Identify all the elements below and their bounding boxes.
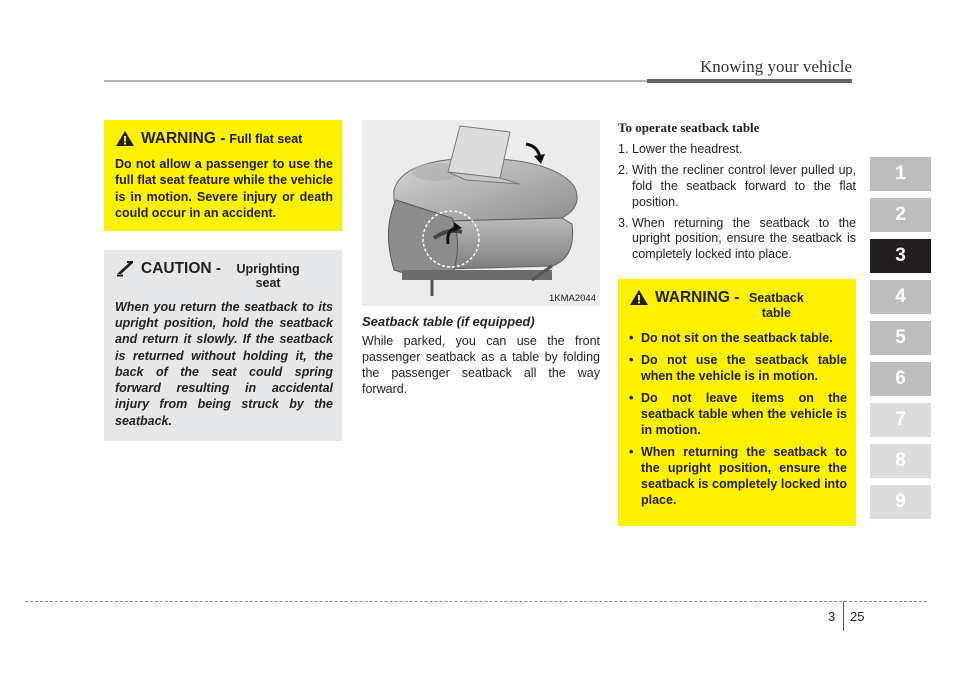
chapter-tab-2[interactable]: 2 [870,198,931,232]
list-item-text: Do not sit on the seatback table. [641,330,833,345]
caution-upright-header [115,260,333,291]
caution-upright-box [104,250,342,441]
caution-slash-icon [115,260,135,277]
chapter-tab-9[interactable]: 9 [870,485,931,519]
list-item-text: When returning the seatback to the upright position, ensure the seatback is completely locked into place. [641,444,847,507]
bullet-mark: • [629,352,634,367]
caution-label: CAUTION - [141,260,222,277]
figure-code: 1KMA2044 [548,293,596,304]
chapter-tabs [870,157,931,526]
chapter-tab-8[interactable]: 8 [870,444,931,478]
step-text: With the recliner control lever pulled up, fold the seatback forward to the flat position. [632,162,856,209]
seatback-table-text: While parked, you can use the front passenger seatback as a table by folding the passenger seatback all the way forward. [362,334,600,396]
warning-label: WARNING - [141,130,226,147]
header-rule [104,80,852,82]
list-item [629,352,847,384]
chapter-tab-7[interactable]: 7 [870,403,931,437]
warning-triangle-icon [115,130,135,147]
list-item-text: Do not leave items on the seatback table when the vehicle is in motion. [641,390,847,437]
list-item-text: Do not use the seatback table when the vehicle is in motion. [641,352,847,383]
step-text: Lower the headrest. [632,142,743,156]
list-item [629,330,847,346]
bullet-mark: • [629,390,634,405]
warning-seatback-table-box [618,279,856,526]
chapter-tab-1[interactable]: 1 [870,157,931,191]
bullet-mark: • [629,444,634,459]
seat-illustration [362,120,600,306]
warning-triangle-icon [629,289,649,306]
header-title: Knowing your vehicle [699,57,852,76]
warning-full-flat-text: Do not allow a passenger to use the full flat seat feature while the vehicle is in motion. Severe injury or death could occur in an accident. [115,157,333,220]
step-item [618,142,856,158]
step-number: 1. [618,142,629,156]
step-text: When returning the seatback to the upright position, ensure the seatback is completely locked into place. [632,215,856,262]
middle-column [362,120,600,397]
seatback-table-title: Seatback table (if equipped) [362,314,535,329]
caution-subject: Uprighting seat [236,262,300,291]
left-column [104,120,342,441]
chapter-tab-3[interactable]: 3 [870,239,931,273]
right-column [618,120,856,526]
chapter-tab-6[interactable]: 6 [870,362,931,396]
page-number-separator [843,601,844,631]
step-item [618,163,856,211]
bullet-mark: • [629,330,634,345]
step-item [618,216,856,264]
step-number: 3. [618,215,629,230]
page-number-value: 25 [850,609,865,624]
list-item [629,444,847,508]
warning-seatback-table-header [629,289,847,320]
step-number: 2. [618,162,629,177]
warning-subject: Seatback table [748,291,804,320]
list-item [629,390,847,438]
warning-subject: Full flat seat [229,132,303,146]
footer-rule [25,601,927,602]
warning-seatback-table-list [629,330,847,508]
chapter-number: 3 [828,609,836,624]
warning-full-flat-box [104,120,342,231]
chapter-tab-5[interactable]: 5 [870,321,931,355]
chapter-tab-4[interactable]: 4 [870,280,931,314]
warning-label: WARNING - [655,289,740,307]
seatback-table-photo [362,120,600,306]
warning-full-flat-header [115,130,333,148]
caution-upright-text: When you return the seatback to its upright position, hold the seatback and return it slowly. If the seatback is returned without holding it, the back of the seat could spring forward resulting in accidental injury from being struck by the seatback. [115,299,333,428]
operate-title: To operate seatback table [618,120,760,135]
